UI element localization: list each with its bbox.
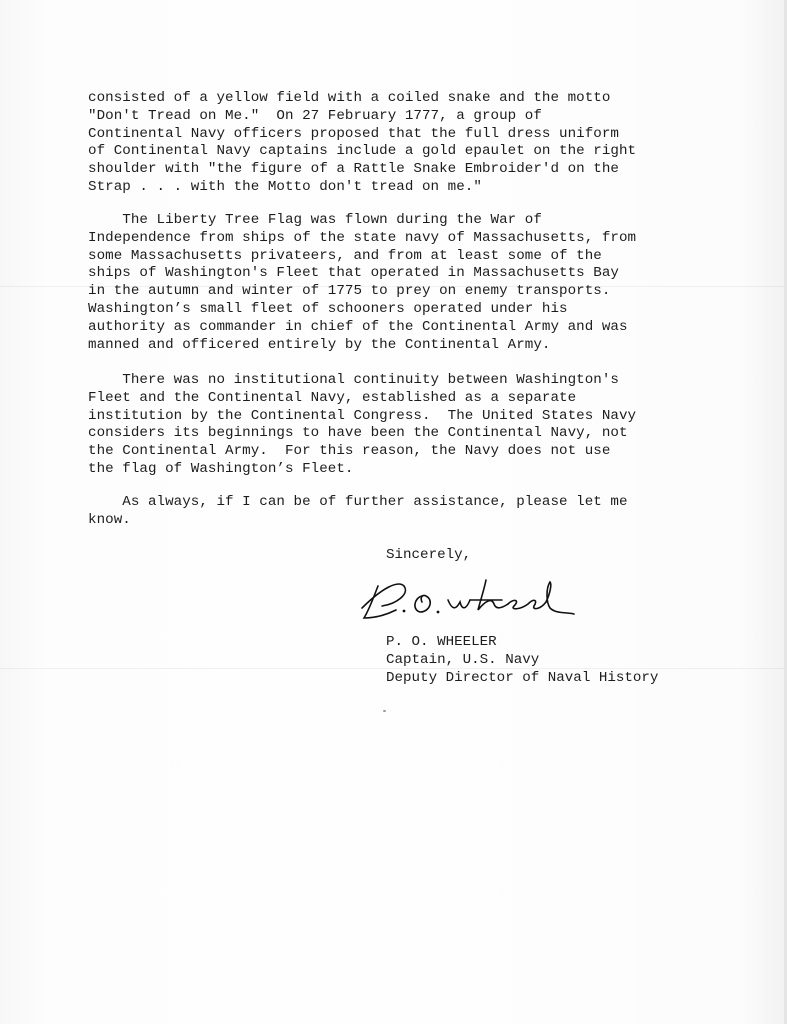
paragraph-liberty-tree-flag: The Liberty Tree Flag was flown during the War of Independence from ships of the state navy of Massachusetts, from some Massachusetts privateers, and from at least some of the ships of Washington's Fleet that operated in Massachusetts Bay in the autumn and winter of 1775 to prey on enemy transports. Washington’s small fleet of schooners operated under his authority as commander in chief of the Continental Army and was manned and officered entirely by the Continental Army. bbox=[88, 212, 637, 353]
handwritten-signature bbox=[352, 574, 582, 626]
signature-block bbox=[386, 634, 658, 687]
signer-rank: Captain, U.S. Navy bbox=[386, 651, 540, 668]
paper-speck bbox=[383, 710, 386, 712]
signer-name: P. O. WHEELER bbox=[386, 634, 497, 650]
signer-title: Deputy Director of Naval History bbox=[386, 669, 659, 686]
closing-salutation: Sincerely, bbox=[386, 547, 472, 563]
paragraph-uniform: consisted of a yellow field with a coiled snake and the motto "Don't Tread on Me." On 27 February 1777, a group of Continental Navy officers proposed that the full dress uniform of Continental Navy captains include a gold epaulet on the right shoulder with "the figure of a Rattle Snake Embroider'd on the Strap . . . with the Motto don't tread on me." bbox=[88, 90, 637, 195]
paragraph-assistance: As always, if I can be of further assistance, please let me know. bbox=[88, 494, 628, 528]
paragraph-institutional-continuity: There was no institutional continuity between Washington's Fleet and the Continental Navy, established as a separate institution by the Continental Congress. The United States Navy considers its beginnings to have been the Continental Navy, not the Continental Army. For this reason, the Navy does not use the flag of Washington’s Fleet. bbox=[88, 372, 637, 477]
